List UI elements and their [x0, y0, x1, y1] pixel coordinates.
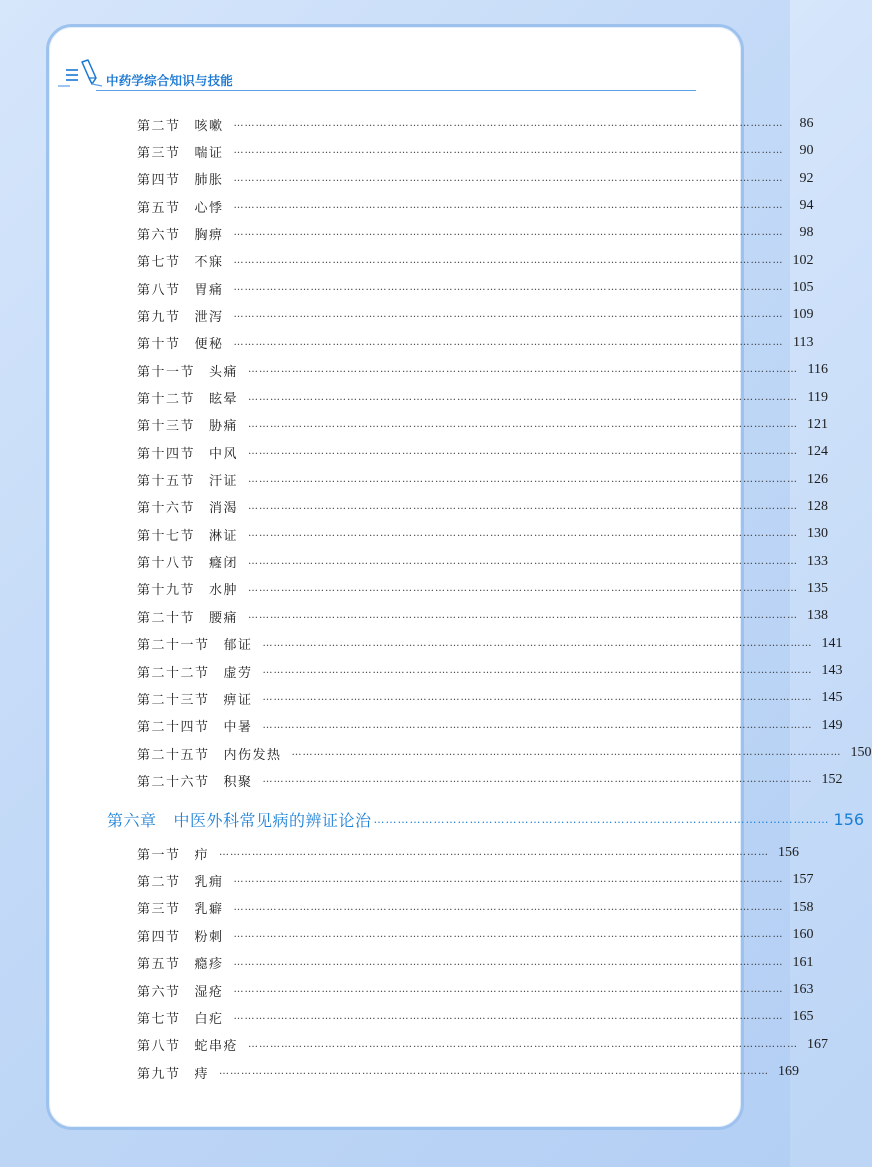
toc-entry[interactable]: [137, 715, 843, 737]
section-title: 蛇串疮: [194, 1039, 239, 1055]
section-title: 泄泻: [194, 309, 224, 325]
section-title: 腰痛: [209, 610, 239, 626]
section-label: 第三节: [137, 902, 181, 918]
toc-entry[interactable]: [137, 496, 829, 518]
section-title: 消渴: [209, 501, 239, 517]
toc-entry[interactable]: [137, 979, 814, 1001]
header-title: 中药学综合知识与技能: [106, 73, 234, 88]
page-number: 163: [792, 982, 814, 997]
pencil-icon: [58, 58, 98, 92]
chapter-title: 中医外科常见病的辨证论治: [173, 810, 372, 830]
toc-entry[interactable]: [137, 1034, 829, 1056]
page-number: 119: [807, 389, 829, 405]
dot-leader: ……………………………………………………………………………………………………………………………………: [233, 901, 784, 913]
section-title: 眩晕: [209, 392, 239, 407]
page-number: 161: [792, 954, 814, 970]
toc-entry[interactable]: [137, 277, 814, 299]
section-label: 第十六节: [137, 501, 196, 517]
section-label: 第十七节: [137, 528, 196, 544]
dot-leader: ……………………………………………………………………………………………………………………………………: [233, 336, 784, 348]
section-label: 第二十节: [137, 610, 196, 626]
dot-leader: ……………………………………………………………………………………………………………………………………: [262, 665, 813, 676]
section-title: 癃闭: [209, 556, 239, 572]
dot-leader: ……………………………………………………………………………………………………………………………………: [233, 956, 784, 968]
toc-entry[interactable]: [137, 952, 814, 974]
page-number: 157: [792, 872, 814, 888]
toc-entry[interactable]: [137, 842, 800, 864]
section-title: 湿疮: [194, 984, 224, 1000]
section-label: 第六节: [137, 984, 181, 1000]
toc-entry[interactable]: [137, 195, 814, 217]
page-number: 152: [821, 772, 843, 788]
page-number: 86: [799, 116, 814, 131]
section-title: 汗证: [209, 474, 239, 490]
page-number: 165: [792, 1009, 814, 1025]
section-title: 中风: [209, 446, 239, 462]
section-label: 第八节: [137, 282, 181, 298]
section-label: 第十节: [137, 337, 181, 353]
section-label: 第四节: [137, 173, 181, 189]
page-number: 109: [792, 307, 814, 323]
dot-leader: ……………………………………………………………………………………………………………………………………: [248, 391, 799, 403]
section-label: 第十二节: [137, 392, 196, 407]
toc-entry[interactable]: [137, 441, 829, 463]
section-label: 第一节: [137, 847, 181, 863]
section-title: 白疕: [194, 1011, 224, 1027]
header-rule: [96, 90, 696, 91]
section-label: 第十四节: [137, 446, 196, 462]
chapter-entry[interactable]: [107, 806, 865, 832]
dot-leader: ……………………………………………………………………………………………………………………………………: [248, 1038, 799, 1050]
dot-leader: ……………………………………………………………………………………………………………………………………: [248, 473, 799, 485]
page-number: 102: [792, 252, 814, 268]
section-title: 头痛: [209, 364, 239, 380]
page-number: 169: [778, 1064, 800, 1080]
toc-entry[interactable]: [137, 924, 814, 946]
dot-leader: ……………………………………………………………………………………………………………………………………: [262, 719, 813, 731]
section-label: 第十一节: [137, 364, 196, 380]
section-label: 第七节: [137, 1011, 181, 1027]
section-label: 第十三节: [137, 419, 196, 435]
dot-leader: ……………………………………………………………………………………………………………………………………: [233, 145, 784, 157]
dot-leader: ……………………………………………………………………………………………………………………………………: [233, 118, 784, 129]
page-number: 116: [807, 362, 829, 378]
section-title: 肺胀: [194, 173, 224, 189]
section-title: 乳癖: [194, 902, 224, 918]
page-number: 130: [807, 526, 829, 542]
page-number: 138: [807, 608, 829, 624]
section-title: 郁证: [223, 638, 253, 654]
toc-entry[interactable]: [137, 469, 829, 491]
page-number: 141: [821, 635, 843, 651]
page-number: 160: [792, 927, 814, 943]
section-label: 第九节: [137, 309, 181, 325]
dot-leader: ……………………………………………………………………………………………………………………………………: [233, 929, 784, 941]
section-title: 咳嗽: [194, 118, 224, 134]
section-title: 内伤发热: [223, 747, 282, 763]
toc-entry[interactable]: [137, 578, 829, 600]
dot-leader: ……………………………………………………………………………………………………………………………………: [248, 528, 799, 540]
dot-leader: ……………………………………………………………………………………………………………………………………: [233, 227, 784, 239]
toc-entry[interactable]: [137, 633, 843, 655]
section-title: 喘证: [194, 145, 224, 161]
section-title: 水肿: [209, 583, 239, 599]
running-header: [56, 62, 696, 92]
page-number: 105: [792, 280, 814, 296]
toc-entry[interactable]: [137, 250, 814, 272]
dot-leader: ……………………………………………………………………………………………………………………………………: [233, 282, 784, 294]
section-label: 第二节: [137, 874, 181, 890]
dot-leader: ……………………………………………………………………………………………………………………………………: [248, 418, 799, 430]
dot-leader: ……………………………………………………………………………………………………………………………………: [248, 555, 799, 567]
dot-leader: ……………………………………………………………………………………………………………………………………: [233, 254, 784, 266]
dot-leader: ……………………………………………………………………………………………………………………………………: [248, 500, 799, 512]
section-label: 第八节: [137, 1039, 181, 1055]
page-number: 150: [850, 745, 872, 761]
dot-leader: ……………………………………………………………………………………………………………………………………: [248, 610, 799, 622]
toc-entry[interactable]: [137, 769, 843, 791]
dot-leader: ……………………………………………………………………………………………………………………………………: [248, 364, 799, 376]
dot-leader: ……………………………………………………………………………………………………………………………………: [262, 692, 813, 704]
toc-entry[interactable]: [137, 660, 843, 682]
section-label: 第二十三节: [137, 692, 210, 708]
toc-entry[interactable]: [137, 897, 814, 919]
dot-leader: ……………………………………………………………………………………………………………………………………: [219, 1066, 770, 1078]
toc-entry[interactable]: [137, 605, 829, 627]
chapter-page-number: 156: [833, 809, 865, 829]
section-label: 第四节: [137, 929, 181, 945]
toc-entry[interactable]: [137, 1006, 814, 1028]
toc-entry[interactable]: [137, 359, 829, 381]
section-title: 痹证: [223, 692, 253, 708]
dot-leader: ……………………………………………………………………………………………………………………………………: [219, 847, 770, 858]
section-label: 第五节: [137, 200, 181, 216]
page-number: 149: [821, 717, 843, 733]
toc-entry[interactable]: [137, 523, 829, 545]
section-title: 胃痛: [194, 282, 224, 298]
dot-leader: ……………………………………………………………………………………………………………………………………: [233, 172, 784, 184]
dot-leader: ……………………………………………………………………………………………………………………………………: [248, 446, 799, 458]
toc-entry[interactable]: [137, 551, 829, 573]
section-label: 第二节: [137, 118, 181, 134]
page-number: 167: [807, 1036, 829, 1052]
toc-entry[interactable]: [137, 304, 814, 326]
section-label: 第三节: [137, 145, 181, 161]
page-number: 128: [807, 498, 829, 514]
section-label: 第二十一节: [137, 638, 210, 654]
section-label: 第二十二节: [137, 665, 210, 681]
toc-entry[interactable]: [137, 414, 829, 436]
section-title: 中暑: [223, 720, 253, 736]
toc-entry[interactable]: [137, 168, 814, 190]
page-number: 156: [778, 845, 800, 860]
page-number: 92: [799, 170, 814, 186]
dot-leader: ……………………………………………………………………………………………………………………………………: [233, 1011, 784, 1023]
page-number: 143: [821, 663, 843, 678]
section-title: 痔: [194, 1066, 210, 1082]
toc-entry[interactable]: [137, 687, 843, 709]
section-label: 第五节: [137, 957, 181, 973]
toc-entry[interactable]: [137, 113, 814, 135]
dot-leader: ……………………………………………………………………………………………………………………………………: [262, 637, 813, 649]
page-number: 113: [793, 334, 814, 350]
page-number: 90: [799, 143, 814, 159]
page-number: 98: [799, 225, 814, 241]
page-number: 121: [807, 416, 829, 432]
section-label: 第六节: [137, 227, 181, 243]
section-label: 第十五节: [137, 474, 196, 490]
section-label: 第十九节: [137, 583, 196, 599]
dot-leader: ……………………………………………………………………………………………………………………………………: [233, 200, 784, 212]
toc-entry[interactable]: [137, 140, 814, 162]
toc-entry[interactable]: [137, 742, 872, 764]
dot-leader: ……………………………………………………………………………………………………………………………………: [291, 747, 842, 759]
toc-entry[interactable]: [137, 222, 814, 244]
page-number: 124: [807, 444, 829, 460]
section-title: 疖: [194, 847, 210, 863]
chapter-label: 第六章: [107, 810, 157, 830]
page-number: 94: [799, 198, 814, 214]
section-label: 第十八节: [137, 556, 196, 572]
dot-leader: ……………………………………………………………………………………………………………………………………: [233, 309, 784, 321]
dot-leader: ……………………………………………………………………………………………………………………………………: [233, 874, 784, 886]
page-number: 126: [807, 471, 829, 487]
toc-entry[interactable]: [137, 332, 814, 354]
section-label: 第二十六节: [137, 774, 210, 790]
section-title: 不寐: [194, 255, 224, 271]
section-title: 心悸: [194, 200, 224, 216]
toc-entry[interactable]: [137, 869, 814, 891]
page-number: 133: [807, 553, 829, 569]
section-title: 便秘: [194, 337, 224, 353]
section-label: 第九节: [137, 1066, 181, 1082]
page-number: 145: [821, 690, 843, 706]
page-number: 135: [807, 580, 829, 596]
section-title: 乳痈: [194, 874, 224, 890]
page-number: 158: [792, 899, 814, 915]
section-title: 积聚: [223, 774, 253, 790]
section-title: 胸痹: [194, 227, 224, 243]
section-title: 淋证: [209, 528, 239, 544]
section-title: 虚劳: [223, 665, 253, 681]
section-title: 粉刺: [194, 929, 224, 945]
section-label: 第二十五节: [137, 747, 210, 763]
toc-entry[interactable]: [137, 387, 829, 409]
dot-leader: ……………………………………………………………………………………………………………………………………: [233, 984, 784, 995]
dot-leader: ……………………………………………………………………………………………………………………………………: [248, 582, 799, 594]
section-title: 胁痛: [209, 419, 239, 435]
section-title: 瘾疹: [194, 957, 224, 973]
dot-leader: ……………………………………………………………………………………………………: [373, 812, 830, 826]
section-label: 第二十四节: [137, 720, 210, 736]
toc-entry[interactable]: [137, 1061, 800, 1083]
dot-leader: ……………………………………………………………………………………………………………………………………: [262, 774, 813, 786]
section-label: 第七节: [137, 255, 181, 271]
